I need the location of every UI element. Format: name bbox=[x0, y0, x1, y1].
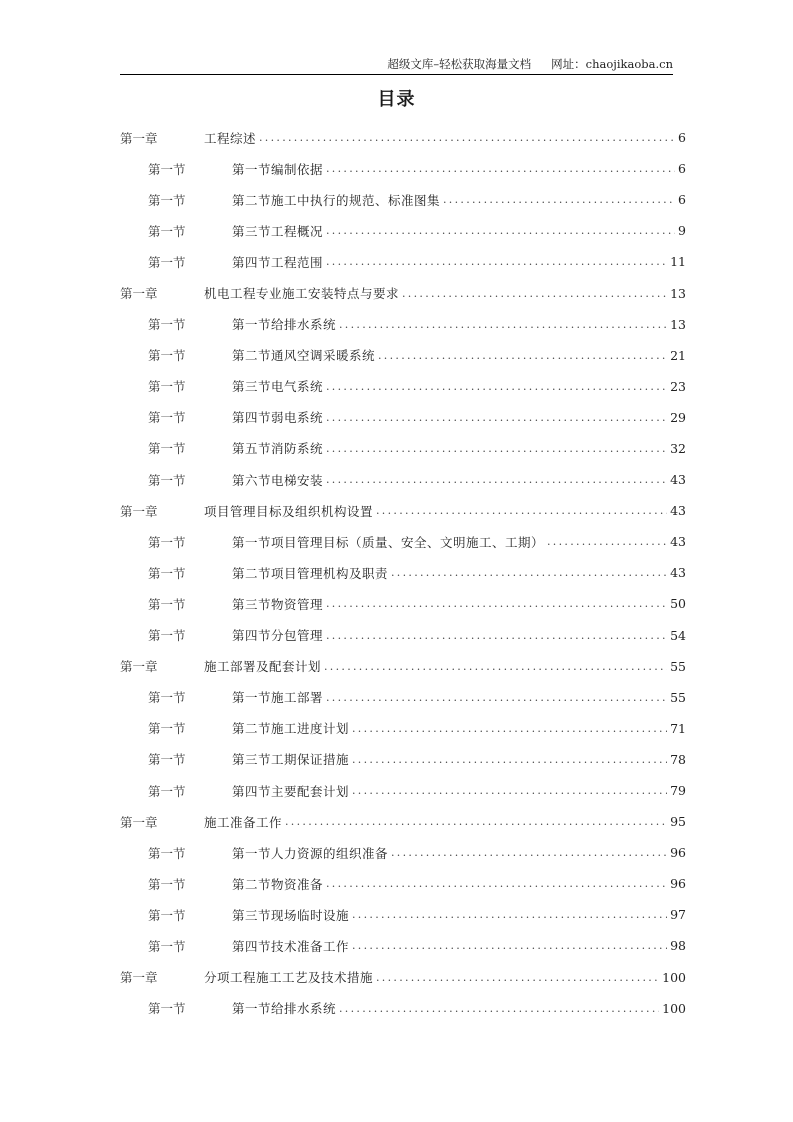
toc-page-number[interactable]: 6 bbox=[678, 130, 686, 146]
toc-page-number[interactable]: 13 bbox=[670, 285, 686, 301]
toc-entry-title[interactable]: 第四节弱电系统 bbox=[232, 410, 324, 426]
toc-entry-title[interactable]: 第二节施工进度计划 bbox=[232, 721, 350, 737]
toc-dot-leader bbox=[352, 908, 667, 921]
toc-entry-title[interactable]: 第三节工期保证措施 bbox=[232, 752, 350, 768]
toc-page-number[interactable]: 97 bbox=[670, 907, 686, 923]
toc-entry-number: 第一节 bbox=[148, 223, 186, 239]
toc-section-entry[interactable] bbox=[120, 340, 686, 371]
toc-chapter-entry[interactable] bbox=[120, 122, 686, 153]
toc-chapter-entry[interactable] bbox=[120, 962, 686, 993]
toc-dot-leader bbox=[326, 224, 675, 237]
toc-entry-number: 第一章 bbox=[120, 130, 158, 146]
toc-page-number[interactable]: 43 bbox=[670, 565, 686, 581]
toc-entry-title[interactable]: 机电工程专业施工安装特点与要求 bbox=[204, 286, 400, 302]
toc-entry-title[interactable]: 第一节项目管理目标（质量、安全、文明施工、工期） bbox=[232, 534, 545, 550]
toc-page-number[interactable]: 6 bbox=[678, 161, 686, 177]
url-label: 网址： bbox=[551, 57, 586, 71]
toc-section-entry[interactable] bbox=[120, 744, 686, 775]
toc-page-number[interactable]: 6 bbox=[678, 192, 686, 208]
toc-page-number[interactable]: 43 bbox=[670, 503, 686, 519]
toc-page-number[interactable]: 21 bbox=[670, 347, 686, 363]
toc-entry-number: 第一章 bbox=[120, 970, 158, 986]
toc-entry-number: 第一节 bbox=[148, 752, 186, 768]
toc-entry-number: 第一节 bbox=[148, 254, 186, 270]
toc-entry-title[interactable]: 第二节施工中执行的规范、标准图集 bbox=[232, 192, 441, 208]
page-title: 目录 bbox=[377, 89, 416, 110]
toc-dot-leader bbox=[326, 162, 675, 175]
toc-dot-leader bbox=[391, 566, 667, 579]
toc-page-number[interactable]: 13 bbox=[670, 316, 686, 332]
toc-entry-number: 第一节 bbox=[148, 938, 186, 954]
toc-page-number[interactable]: 100 bbox=[662, 969, 686, 985]
toc-chapter-entry[interactable] bbox=[120, 806, 686, 837]
header-text bbox=[387, 57, 673, 72]
toc-dot-leader bbox=[326, 380, 667, 393]
toc-dot-leader bbox=[352, 784, 667, 797]
table-of-contents bbox=[120, 122, 686, 1024]
toc-dot-leader bbox=[352, 753, 667, 766]
toc-chapter-entry[interactable] bbox=[120, 651, 686, 682]
toc-page-number[interactable]: 78 bbox=[670, 751, 686, 767]
toc-entry-number: 第一节 bbox=[148, 534, 186, 550]
toc-dot-leader bbox=[339, 1002, 659, 1015]
toc-section-entry[interactable] bbox=[120, 464, 686, 495]
toc-entry-number: 第一节 bbox=[148, 192, 186, 208]
toc-entry-number: 第一节 bbox=[148, 690, 186, 706]
toc-dot-leader bbox=[378, 349, 667, 362]
toc-page-number[interactable]: 96 bbox=[670, 876, 686, 892]
toc-entry-title[interactable]: 施工部署及配套计划 bbox=[204, 659, 322, 675]
toc-section-entry[interactable] bbox=[120, 868, 686, 899]
toc-entry-number: 第一节 bbox=[148, 317, 186, 333]
toc-page-number[interactable]: 50 bbox=[670, 596, 686, 612]
toc-section-entry[interactable] bbox=[120, 620, 686, 651]
toc-section-entry[interactable] bbox=[120, 215, 686, 246]
toc-entry-number: 第一章 bbox=[120, 814, 158, 830]
toc-entry-title[interactable]: 第四节分包管理 bbox=[232, 628, 324, 644]
toc-section-entry[interactable] bbox=[120, 526, 686, 557]
toc-section-entry[interactable] bbox=[120, 899, 686, 930]
toc-dot-leader bbox=[547, 535, 667, 548]
toc-entry-number: 第一节 bbox=[148, 721, 186, 737]
toc-entry-title[interactable]: 施工准备工作 bbox=[204, 814, 283, 830]
toc-dot-leader bbox=[402, 287, 667, 300]
toc-section-entry[interactable] bbox=[120, 775, 686, 806]
toc-page-number[interactable]: 71 bbox=[670, 720, 686, 736]
toc-entry-title[interactable]: 第一节给排水系统 bbox=[232, 1001, 337, 1017]
toc-page-number[interactable]: 29 bbox=[670, 409, 686, 425]
toc-entry-title[interactable]: 第二节项目管理机构及职责 bbox=[232, 565, 389, 581]
toc-entry-number: 第一节 bbox=[148, 410, 186, 426]
toc-page-number[interactable]: 55 bbox=[670, 689, 686, 705]
toc-entry-number: 第一节 bbox=[148, 472, 186, 488]
toc-entry-title[interactable]: 分项工程施工工艺及技术措施 bbox=[204, 970, 374, 986]
toc-section-entry[interactable] bbox=[120, 588, 686, 619]
toc-dot-leader bbox=[352, 722, 667, 735]
site-url-link[interactable]: chaojikaoba.cn bbox=[585, 57, 673, 71]
toc-entry-number: 第一节 bbox=[148, 876, 186, 892]
toc-page-number[interactable]: 9 bbox=[678, 223, 686, 239]
toc-entry-number: 第一节 bbox=[148, 348, 186, 364]
toc-page-number[interactable]: 54 bbox=[670, 627, 686, 643]
toc-section-entry[interactable] bbox=[120, 713, 686, 744]
toc-dot-leader bbox=[376, 971, 659, 984]
toc-dot-leader bbox=[326, 597, 667, 610]
toc-dot-leader bbox=[326, 629, 667, 642]
toc-entry-number: 第一节 bbox=[148, 441, 186, 457]
toc-page-number[interactable]: 32 bbox=[670, 440, 686, 456]
toc-entry-title[interactable]: 第三节物资管理 bbox=[232, 596, 324, 612]
toc-entry-number: 第一节 bbox=[148, 628, 186, 644]
toc-entry-title[interactable]: 第二节通风空调采暖系统 bbox=[232, 348, 376, 364]
toc-entry-number: 第一节 bbox=[148, 565, 186, 581]
toc-entry-number: 第一节 bbox=[148, 845, 186, 861]
toc-dot-leader bbox=[326, 442, 667, 455]
toc-dot-leader bbox=[285, 815, 667, 828]
toc-entry-title[interactable]: 第三节现场临时设施 bbox=[232, 907, 350, 923]
toc-dot-leader bbox=[326, 255, 667, 268]
toc-entry-title[interactable]: 第一节编制依据 bbox=[232, 161, 324, 177]
toc-entry-title[interactable]: 第三节工程概况 bbox=[232, 223, 324, 239]
toc-page-number[interactable]: 79 bbox=[670, 783, 686, 799]
toc-entry-number: 第一节 bbox=[148, 783, 186, 799]
toc-dot-leader bbox=[259, 131, 675, 144]
toc-dot-leader bbox=[326, 411, 667, 424]
toc-section-entry[interactable] bbox=[120, 837, 686, 868]
toc-entry-title[interactable]: 第三节电气系统 bbox=[232, 379, 324, 395]
toc-entry-title[interactable]: 第四节技术准备工作 bbox=[232, 938, 350, 954]
toc-entry-number: 第一章 bbox=[120, 286, 158, 302]
toc-chapter-entry[interactable] bbox=[120, 495, 686, 526]
toc-entry-number: 第一节 bbox=[148, 907, 186, 923]
toc-entry-title[interactable]: 第一节给排水系统 bbox=[232, 317, 337, 333]
toc-dot-leader bbox=[326, 877, 667, 890]
site-slogan: 超级文库–轻松获取海量文档 bbox=[387, 57, 532, 71]
toc-dot-leader bbox=[326, 473, 667, 486]
toc-entry-number: 第一节 bbox=[148, 161, 186, 177]
toc-page-number[interactable]: 23 bbox=[670, 378, 686, 394]
toc-section-entry[interactable] bbox=[120, 993, 686, 1024]
toc-entry-number: 第一节 bbox=[148, 596, 186, 612]
toc-section-entry[interactable] bbox=[120, 153, 686, 184]
toc-dot-leader bbox=[352, 939, 667, 952]
toc-entry-number: 第一章 bbox=[120, 659, 158, 675]
toc-section-entry[interactable] bbox=[120, 371, 686, 402]
toc-dot-leader bbox=[339, 318, 667, 331]
toc-section-entry[interactable] bbox=[120, 246, 686, 277]
toc-page-number[interactable]: 96 bbox=[670, 845, 686, 861]
page-header bbox=[120, 57, 673, 75]
toc-chapter-entry[interactable] bbox=[120, 277, 686, 308]
toc-page-number[interactable]: 43 bbox=[670, 534, 686, 550]
toc-entry-title[interactable]: 第五节消防系统 bbox=[232, 441, 324, 457]
toc-entry-title[interactable]: 第二节物资准备 bbox=[232, 876, 324, 892]
toc-entry-title[interactable]: 第一节施工部署 bbox=[232, 690, 324, 706]
toc-section-entry[interactable] bbox=[120, 309, 686, 340]
toc-section-entry[interactable] bbox=[120, 930, 686, 961]
toc-entry-title[interactable]: 第六节电梯安装 bbox=[232, 472, 324, 488]
toc-entry-title[interactable]: 第四节主要配套计划 bbox=[232, 783, 350, 799]
toc-entry-title[interactable]: 项目管理目标及组织机构设置 bbox=[204, 503, 374, 519]
toc-page-number[interactable]: 98 bbox=[670, 938, 686, 954]
toc-dot-leader bbox=[443, 193, 675, 206]
toc-entry-title[interactable]: 工程综述 bbox=[204, 130, 257, 146]
toc-section-entry[interactable] bbox=[120, 184, 686, 215]
toc-dot-leader bbox=[391, 846, 667, 859]
toc-entry-number: 第一节 bbox=[148, 379, 186, 395]
toc-dot-leader bbox=[376, 504, 667, 517]
toc-page-number[interactable]: 43 bbox=[670, 472, 686, 488]
toc-page-number[interactable]: 95 bbox=[670, 814, 686, 830]
toc-entry-number: 第一章 bbox=[120, 503, 158, 519]
toc-entry-number: 第一节 bbox=[148, 1001, 186, 1017]
toc-section-entry[interactable] bbox=[120, 557, 686, 588]
toc-section-entry[interactable] bbox=[120, 433, 686, 464]
toc-dot-leader bbox=[326, 691, 667, 704]
toc-page-number[interactable]: 55 bbox=[670, 658, 686, 674]
toc-page-number[interactable]: 100 bbox=[662, 1000, 686, 1016]
toc-entry-title[interactable]: 第四节工程范围 bbox=[232, 254, 324, 270]
toc-section-entry[interactable] bbox=[120, 682, 686, 713]
toc-dot-leader bbox=[324, 660, 667, 673]
toc-entry-title[interactable]: 第一节人力资源的组织准备 bbox=[232, 845, 389, 861]
toc-page-number[interactable]: 11 bbox=[670, 254, 686, 270]
toc-section-entry[interactable] bbox=[120, 402, 686, 433]
